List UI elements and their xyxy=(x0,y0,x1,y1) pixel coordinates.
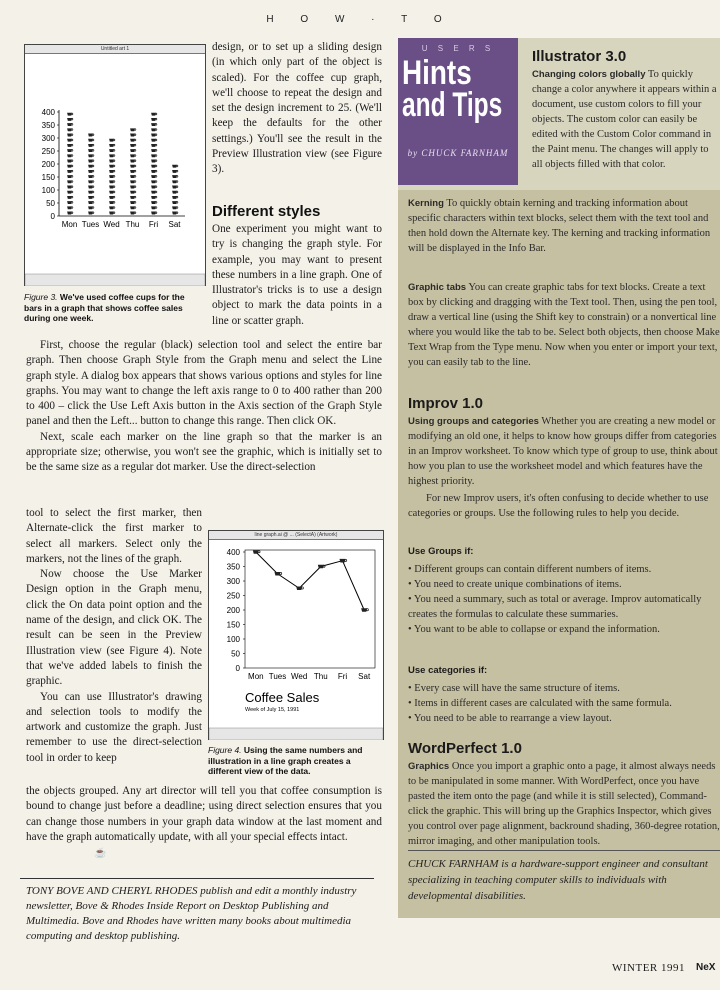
list-item: • You need to create unique combinations of items. xyxy=(408,579,622,590)
y-tick-label: 0 xyxy=(235,664,240,673)
y-tick-label: 0 xyxy=(50,212,55,221)
bar-cup-marker xyxy=(172,170,178,173)
bar-cup-marker xyxy=(67,139,73,142)
bar-cup-marker xyxy=(151,175,157,178)
bar-cup-marker xyxy=(88,154,94,157)
x-tick-label: Thu xyxy=(125,220,140,229)
use-groups-heading: Use Groups if: xyxy=(408,546,474,557)
bar-cup-marker xyxy=(151,186,157,189)
bar-cup-marker xyxy=(88,201,94,204)
bar-cup-marker xyxy=(151,123,157,126)
data-point-cup-marker xyxy=(318,565,325,569)
bar-cup-marker xyxy=(88,134,94,137)
bar-cup-marker xyxy=(172,180,178,183)
y-tick-label: 250 xyxy=(41,147,55,156)
x-tick-label: Thu xyxy=(313,672,328,681)
tip-text: To quickly change a color anywhere it appears within a document, use custom colors to fill your objects. The custom color can easily be edited with the Custom Color command in the Paint menu. The changes will apply to all objects filled with that color. xyxy=(532,69,717,170)
right-bio xyxy=(408,856,720,904)
figure4-caption-text: Using the same numbers and illustration in a line graph creates a different view of the data. xyxy=(208,745,363,776)
final-paragraph xyxy=(26,784,382,845)
y-tick-label: 50 xyxy=(231,649,240,659)
paragraph: Now choose the Use Marker Design option in the Graph menu, click the On data point option and the name of the design, and click OK. The result can be seen in the Preview Illustration view (see Figure 4). Note that we've added labels to finish the graphic. xyxy=(26,568,202,688)
bar-cup-marker xyxy=(151,134,157,137)
bar-cup-marker xyxy=(109,170,115,173)
bar-cup-marker xyxy=(88,196,94,199)
list-item: • You need to be able to rearrange a view layout. xyxy=(408,713,612,724)
paragraph: First, choose the regular (black) selection tool and select the entire bar graph. Then choose Graph Style from the Graph menu and select the Line graph style. A dialog box appears that shows various options and styles for line graphs. You may want to change the left axis range to 0 to 400 rather than 200 to 400 – click the Use Left Axis button in the Axis section of the Graph Style panel and then the Left... button to change this range. Then click OK. xyxy=(26,339,382,428)
bar-cup-marker xyxy=(109,212,115,215)
bar-cup-marker xyxy=(88,191,94,194)
bar-cup-marker xyxy=(130,212,136,215)
bar-cup-marker xyxy=(130,175,136,178)
bar-cup-marker xyxy=(67,175,73,178)
y-tick-label: 200 xyxy=(41,160,55,169)
paragraph: You can use Illustrator's drawing and selection tools to modify the artwork and customize the graph. Just remember to use the direct-selection tool in order to keep xyxy=(26,690,202,764)
bar-cup-marker xyxy=(109,149,115,152)
bar-cup-marker xyxy=(67,191,73,194)
bar-cup-marker xyxy=(67,123,73,126)
bar-cup-marker xyxy=(130,128,136,131)
bar-cup-marker xyxy=(172,175,178,178)
hints-title-line1: Hints xyxy=(402,54,472,92)
bar-cup-marker xyxy=(151,191,157,194)
bar-cup-marker xyxy=(67,144,73,147)
bar-cup-marker xyxy=(130,154,136,157)
tip-text: Whether you are creating a new model or modifying an old one, it helps to know how groups differ from categories in an Improv worksheet. To know which type of group to use, think about how you plan to use the worksheet model and which features have the highest priority. xyxy=(408,416,718,487)
figure3-bar-chart xyxy=(25,54,205,286)
improv-tip xyxy=(408,414,720,521)
bar-cup-marker xyxy=(172,212,178,215)
footer-page: NeX xyxy=(696,962,716,973)
figure4-caption-label: Figure 4. xyxy=(208,745,242,755)
hints-title-line2: and Tips xyxy=(402,86,503,124)
x-tick-label: Sat xyxy=(168,220,181,229)
bar-cup-marker xyxy=(67,134,73,137)
groups-list xyxy=(408,562,720,637)
bar-cup-marker xyxy=(151,144,157,147)
bar-cup-marker xyxy=(151,196,157,199)
list-item: • Different groups can contain different numbers of items. xyxy=(408,564,652,575)
bar-cup-marker xyxy=(130,196,136,199)
y-tick-label: 400 xyxy=(41,108,55,117)
bar-cup-marker xyxy=(67,196,73,199)
x-tick-label: Fri xyxy=(337,672,348,681)
bar-cup-marker xyxy=(109,139,115,142)
window-status-bar xyxy=(25,274,205,286)
bar-cup-marker xyxy=(88,175,94,178)
figure3-caption xyxy=(24,292,204,324)
y-tick-label: 250 xyxy=(226,591,240,601)
bar-cup-marker xyxy=(109,201,115,204)
figure3-titlebar: Untitled art 1 xyxy=(25,45,205,54)
tip-text: Once you import a graphic onto a page, it almost always needs to be manipulated in some manner. With WordPerfect, once you have pasted the item onto the page (and while it is still selected), Command-click the graphic. This will bring up the Graphics Inspector, which gives you control over page alignment, backround shading, 360-degree rotation, mirror imaging, and other manipulation tools. xyxy=(408,761,720,847)
chart-title: Coffee Sales xyxy=(245,690,320,705)
data-point-cup-marker xyxy=(340,559,347,563)
bar-cup-marker xyxy=(130,186,136,189)
bar-cup-marker xyxy=(88,160,94,163)
bar-cup-marker xyxy=(130,160,136,163)
bar-cup-marker xyxy=(109,154,115,157)
bar-cup-marker xyxy=(151,201,157,204)
tip-text: You can create graphic tabs for text blocks. Create a text box by clicking and dragging with the Text tool. Then, using the pen tool, draw a vertical line (using the Shift key to constrain) or a nonvertical line where you would like the tab to be. Select both objects, then choose Make Text Wrap from the Type menu. Now when you enter or import your text, you can easily tab to the line. xyxy=(408,282,720,368)
paragraph: One experiment you might want to try is changing the graph style. For example, you may want to present these numbers in a line graph. One of Illustrator's tricks is to use a design object to mark the data points in a line or scatter graph. xyxy=(212,223,382,327)
bar-cup-marker xyxy=(151,160,157,163)
bar-cup-marker xyxy=(67,170,73,173)
users-kicker: U S E R S xyxy=(421,44,495,53)
bar-cup-marker xyxy=(109,191,115,194)
bar-cup-marker xyxy=(88,139,94,142)
tip-subheading: Graphic tabs xyxy=(408,282,467,293)
bar-cup-marker xyxy=(151,128,157,131)
y-tick-label: 350 xyxy=(41,121,55,130)
hints-title-box xyxy=(398,38,518,185)
bar-cup-marker xyxy=(88,165,94,168)
illustrator-heading: Illustrator 3.0 xyxy=(532,48,627,65)
plot-frame xyxy=(245,550,375,668)
figure3-window xyxy=(24,44,206,286)
bar-cup-marker xyxy=(151,118,157,121)
bar-cup-marker xyxy=(172,191,178,194)
left-bio xyxy=(26,884,376,944)
bar-cup-marker xyxy=(172,165,178,168)
bio-text: CHUCK FARNHAM is a hardware-support engineer and consultant specializing in teaching computer skills to individuals with developmental disabilities. xyxy=(408,858,708,902)
x-tick-label: Wed xyxy=(103,220,120,229)
bar-cup-marker xyxy=(67,128,73,131)
bar-cup-marker xyxy=(67,165,73,168)
y-tick-label: 400 xyxy=(226,548,240,557)
bar-cup-marker xyxy=(130,149,136,152)
bar-cup-marker xyxy=(130,165,136,168)
bar-cup-marker xyxy=(67,118,73,121)
bar-cup-marker xyxy=(88,180,94,183)
right-divider xyxy=(408,850,720,851)
x-tick-label: Mon xyxy=(248,672,264,681)
wordperfect-heading: WordPerfect 1.0 xyxy=(408,740,522,757)
bar-cup-marker xyxy=(130,139,136,142)
different-styles-heading: Different styles xyxy=(212,203,321,220)
bar-cup-marker xyxy=(130,206,136,209)
x-tick-label: Sat xyxy=(358,672,371,681)
bar-cup-marker xyxy=(130,170,136,173)
bar-cup-marker xyxy=(151,170,157,173)
x-tick-label: Tues xyxy=(268,672,287,681)
bar-cup-marker xyxy=(67,149,73,152)
bar-cup-marker xyxy=(88,186,94,189)
bar-cup-marker xyxy=(130,201,136,204)
bar-cup-marker xyxy=(88,206,94,209)
bar-cup-marker xyxy=(109,144,115,147)
bar-cup-marker xyxy=(67,201,73,204)
bar-cup-marker xyxy=(109,180,115,183)
data-point-cup-marker xyxy=(296,586,303,590)
tip-subheading: Using groups and categories xyxy=(408,416,539,427)
figure4-titlebar: line graph.ai @ ... (SelectA) (Artwork) xyxy=(209,531,383,540)
tip-subheading: Changing colors globally xyxy=(532,69,646,80)
col-left-low xyxy=(26,506,202,766)
y-tick-label: 100 xyxy=(226,635,240,644)
divider xyxy=(20,878,374,879)
bar-cup-marker xyxy=(67,186,73,189)
window-status-bar xyxy=(209,728,383,740)
bar-cup-marker xyxy=(67,180,73,183)
x-tick-label: Mon xyxy=(61,220,78,229)
y-tick-label: 150 xyxy=(226,620,240,630)
list-item: • Items in different cases are calculated with the same formula. xyxy=(408,698,672,709)
full-width-text xyxy=(26,338,382,476)
y-tick-label: 300 xyxy=(226,577,240,586)
bar-cup-marker xyxy=(67,154,73,157)
figure3-caption-label: Figure 3. xyxy=(24,292,58,302)
figure4-line-chart xyxy=(209,540,383,740)
section-header: H O W · T O xyxy=(266,14,454,25)
bar-cup-marker xyxy=(130,144,136,147)
categories-list xyxy=(408,681,720,726)
bar-cup-marker xyxy=(109,165,115,168)
paragraph: design, or to set up a sliding design (in which only part of the object is scaled). For the coffee cup graph, we'll choose to repeat the design and set the design increment to 25. (We'll keep the defaults for the other settings.) You'll see the result in the Preview Illustration view (see Figure 3). xyxy=(212,41,382,176)
list-item: • Every case will have the same structure of items. xyxy=(408,683,620,694)
bar-cup-marker xyxy=(109,196,115,199)
y-tick-label: 200 xyxy=(226,606,240,615)
bar-cup-marker xyxy=(151,149,157,152)
col-right-mid xyxy=(212,222,382,329)
bar-cup-marker xyxy=(130,180,136,183)
series-line xyxy=(256,552,364,610)
footer-issue: WINTER 1991 xyxy=(612,962,686,974)
bar-cup-marker xyxy=(151,139,157,142)
paragraph: tool to select the first marker, then Alternate-click the first marker to select all markers. Select only the markers, not the lines of the graph. xyxy=(26,507,202,565)
improv-heading: Improv 1.0 xyxy=(408,395,484,412)
paragraph: Next, scale each marker on the line graph so that the marker is an appropriate size; otherwise, you won't see the graphic, which is initially set to be the same size as a regular dot marker. Use the direct-selection xyxy=(26,430,382,474)
chart-subtitle: Week of July 15, 1991 xyxy=(245,707,300,713)
byline: by CHUCK FARNHAM xyxy=(407,148,509,158)
list-item: • You want to be able to collapse or expand the information. xyxy=(408,624,660,635)
bar-cup-marker xyxy=(67,212,73,215)
x-tick-label: Tues xyxy=(81,220,100,229)
bar-cup-marker xyxy=(109,186,115,189)
y-tick-label: 50 xyxy=(46,199,55,208)
bar-cup-marker xyxy=(151,113,157,116)
x-tick-label: Fri xyxy=(148,220,159,229)
bar-cup-marker xyxy=(88,149,94,152)
y-tick-label: 350 xyxy=(226,562,240,572)
figure4-caption xyxy=(208,745,382,777)
bar-cup-marker xyxy=(172,196,178,199)
tip-subheading: Kerning xyxy=(408,198,444,209)
bar-cup-marker xyxy=(151,180,157,183)
list-item: • You need a summary, such as total or average. Improv automatically creates the formulas to calculate these summaries. xyxy=(408,594,702,620)
y-tick-label: 300 xyxy=(41,134,55,143)
bar-cup-marker xyxy=(151,206,157,209)
graphic-tabs-tip xyxy=(408,280,720,370)
x-tick-label: Wed xyxy=(291,672,308,681)
bar-cup-marker xyxy=(109,175,115,178)
bar-cup-marker xyxy=(151,212,157,215)
paragraph: the objects grouped. Any art director will tell you that coffee consumption is bound to change just before a deadline; using direct selection ensures that you can change those numbers in your graph data window at the last moment and have the graph automatically update, with all your special effects intact. xyxy=(26,785,382,843)
data-point-cup-marker xyxy=(275,572,282,576)
kerning-tip xyxy=(408,196,720,256)
bar-cup-marker xyxy=(88,170,94,173)
figure3-caption-text: We've used coffee cups for the bars in a graph that shows coffee sales during one week. xyxy=(24,292,185,323)
bar-cup-marker xyxy=(67,160,73,163)
tip-subheading: Graphics xyxy=(408,761,450,772)
bar-cup-marker xyxy=(109,160,115,163)
illustrator-tip xyxy=(532,67,720,172)
figure4-window xyxy=(208,530,384,740)
y-tick-label: 100 xyxy=(41,186,55,195)
data-point-cup-marker xyxy=(361,608,368,612)
bar-cup-marker xyxy=(151,165,157,168)
bar-cup-marker xyxy=(67,113,73,116)
bar-cup-marker xyxy=(172,206,178,209)
tip-text: For new Improv users, it's often confusing to decide whether to use categories or groups. Use the following rules to help you decide. xyxy=(408,493,709,519)
col-right-top xyxy=(212,40,382,178)
y-tick-label: 150 xyxy=(41,173,55,182)
end-mark-icon: ☕ xyxy=(94,848,107,859)
bar-cup-marker xyxy=(67,206,73,209)
bar-cup-marker xyxy=(88,144,94,147)
use-categories-heading: Use categories if: xyxy=(408,665,488,676)
bar-cup-marker xyxy=(130,134,136,137)
wordperfect-tip xyxy=(408,759,720,849)
bar-cup-marker xyxy=(172,186,178,189)
data-point-cup-marker xyxy=(253,550,260,554)
bar-cup-marker xyxy=(151,154,157,157)
bar-cup-marker xyxy=(172,201,178,204)
bar-cup-marker xyxy=(109,206,115,209)
bar-cup-marker xyxy=(88,212,94,215)
bar-cup-marker xyxy=(130,191,136,194)
tip-text: To quickly obtain kerning and tracking information about specific characters within text blocks, select them with the text tool and then hold down the Alternate key. The kerning and tracking information will be displayed in the Info Bar. xyxy=(408,198,711,254)
bio-text: TONY BOVE AND CHERYL RHODES publish and edit a monthly industry newsletter, Bove & Rhodes Inside Report on Desktop Publishing and Multimedia. Bove and Rhodes have written many books about multimedia computing and desktop publishing. xyxy=(26,885,357,942)
